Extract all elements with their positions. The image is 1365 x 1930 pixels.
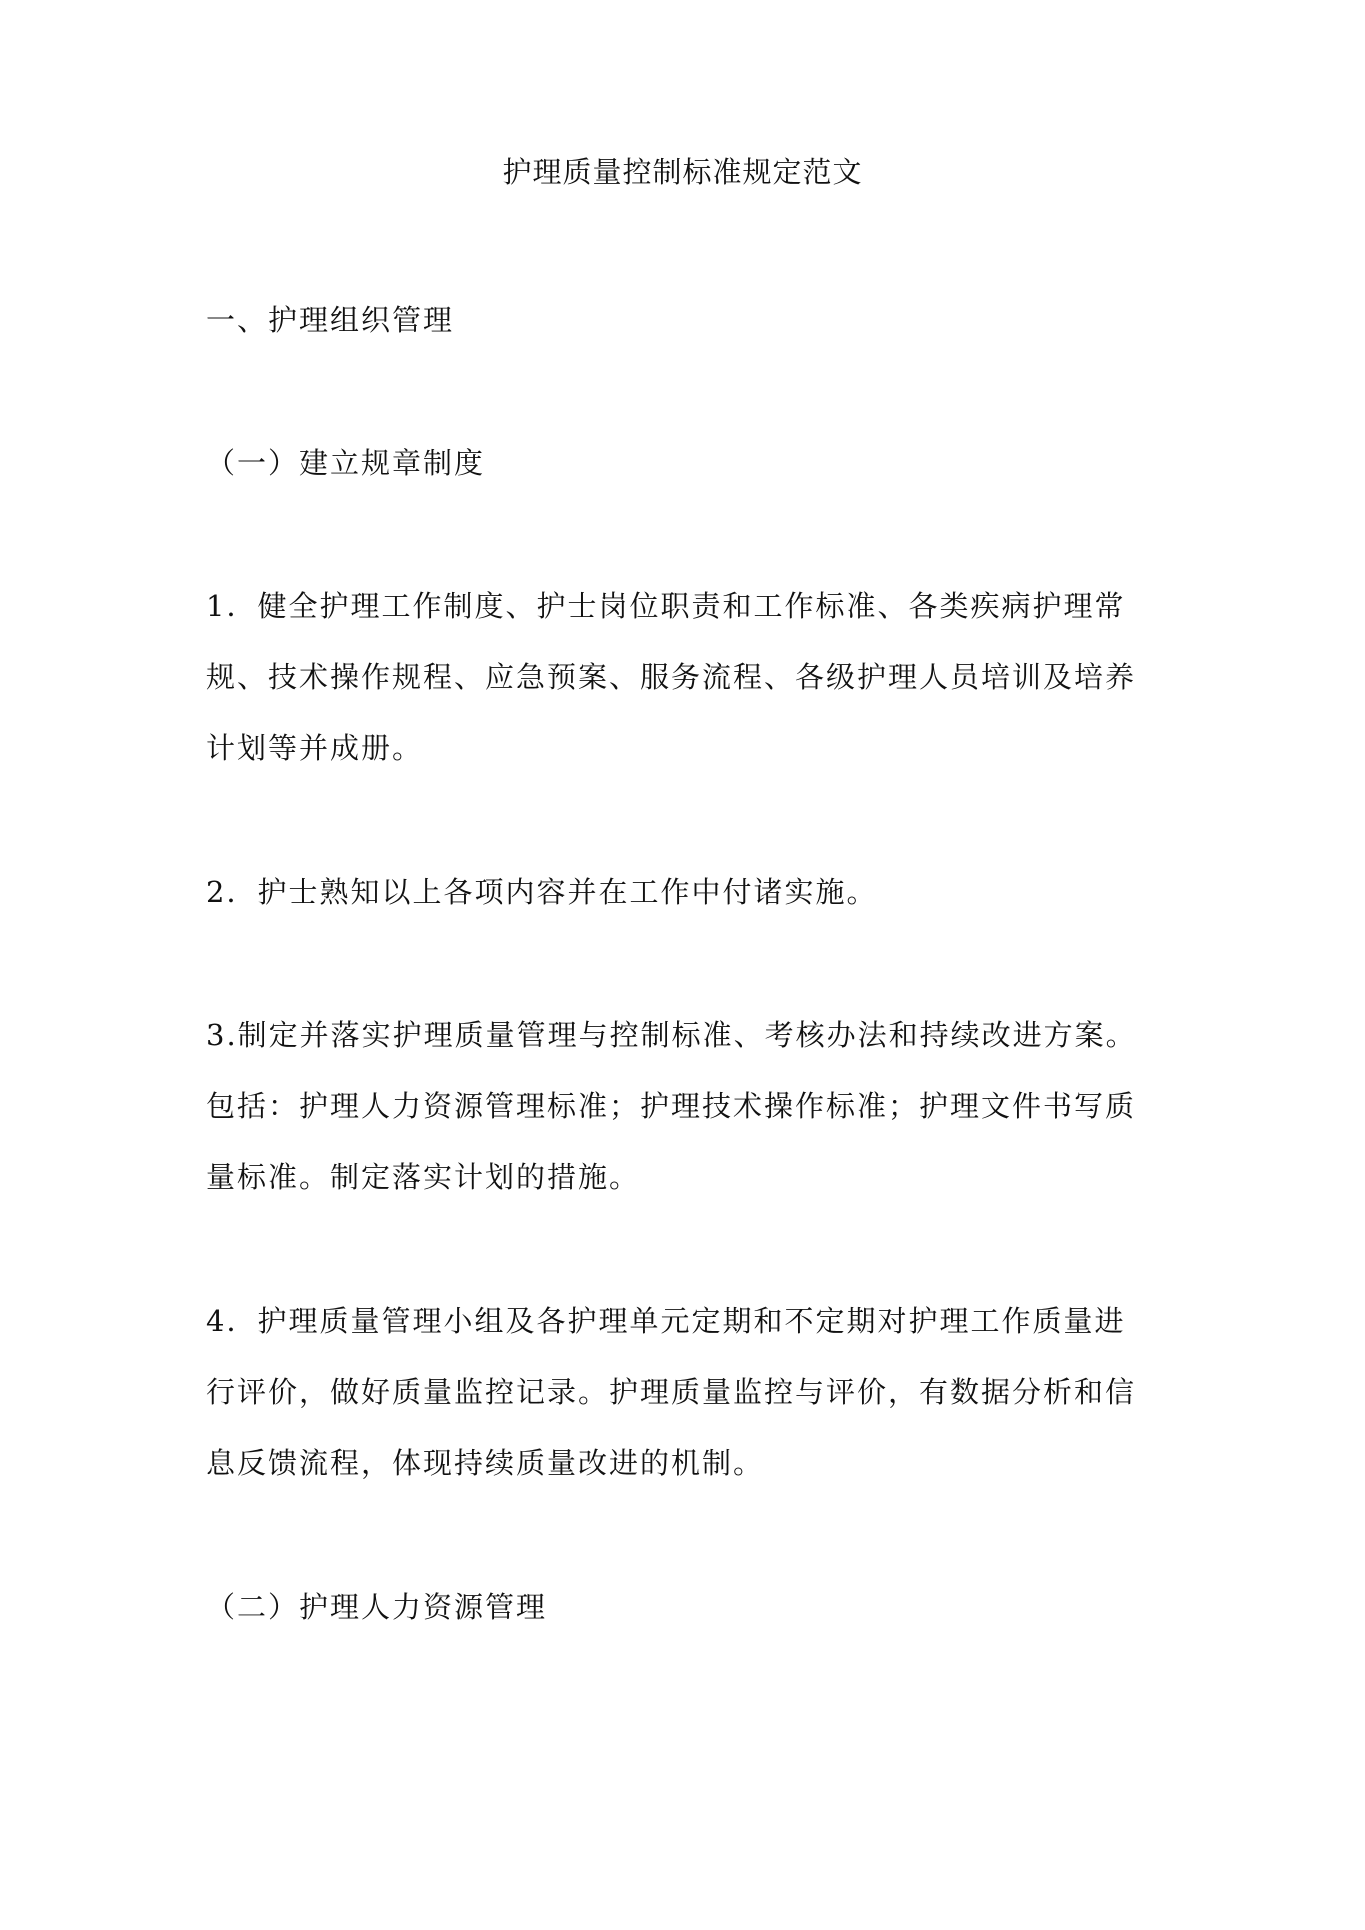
section-heading-nursing-organization: 一、护理组织管理 (206, 303, 455, 337)
paragraph-item-3 (206, 1000, 1181, 1213)
paragraph-line: 息反馈流程，体现持续质量改进的机制。 (206, 1446, 765, 1480)
paragraph-line: 规、技术操作规程、应急预案、服务流程、各级护理人员培训及培养 (206, 660, 1137, 694)
paragraph-line: 行评价，做好质量监控记录。护理质量监控与评价，有数据分析和信 (206, 1375, 1137, 1409)
paragraph-line: 包括：护理人力资源管理标准；护理技术操作标准；护理文件书写质 (206, 1089, 1137, 1123)
paragraph-line: 3.制定并落实护理质量管理与控制标准、考核办法和持续改进方案。 (206, 1018, 1137, 1052)
subsection-heading-human-resources: （二）护理人力资源管理 (206, 1590, 548, 1624)
paragraph-line: 量标准。制定落实计划的措施。 (206, 1160, 641, 1194)
paragraph-item-1 (206, 571, 1181, 784)
document-title: 护理质量控制标准规定范文 (502, 155, 863, 189)
paragraph-line: 4．护理质量管理小组及各护理单元定期和不定期对护理工作质量进 (206, 1304, 1126, 1338)
paragraph-line: 2．护士熟知以上各项内容并在工作中付诸实施。 (206, 875, 878, 909)
paragraph-item-4 (206, 1286, 1181, 1499)
paragraph-item-2 (206, 857, 1181, 928)
paragraph-line: 1．健全护理工作制度、护士岗位职责和工作标准、各类疾病护理常 (206, 589, 1126, 623)
subsection-heading-rules: （一）建立规章制度 (206, 446, 486, 480)
paragraph-line: 计划等并成册。 (206, 731, 424, 765)
